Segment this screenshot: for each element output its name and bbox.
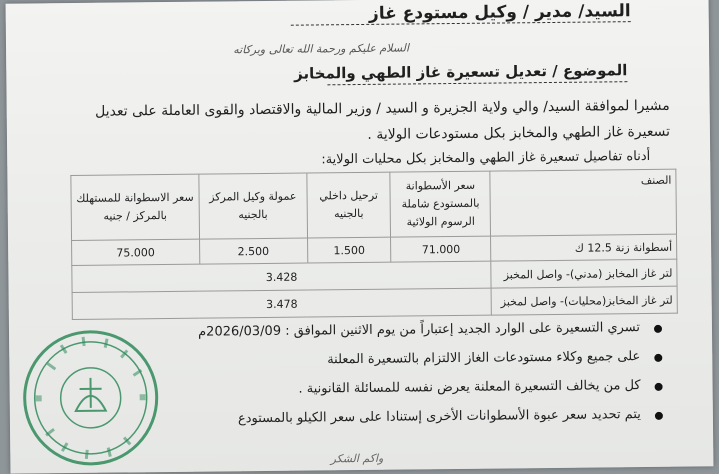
closing-line: واكم الشكر: [330, 451, 384, 466]
bullet-dot-icon: [654, 354, 662, 362]
cell-commission: 2.500: [199, 238, 307, 264]
table-intro: أدناه تفاصيل تسعيرة غاز الطهي والمخابز بكل محليات الولاية:: [321, 148, 651, 168]
bullet-dot-icon: [655, 412, 663, 420]
addressee-line: السيد/ مدير / وكيل مستودع غاز: [368, 1, 631, 24]
bullet-dot-icon: [654, 325, 662, 333]
header-item: الصنف: [490, 169, 676, 236]
letter-page: [6, 0, 714, 474]
note-text: كل من يخالف التسعيرة المعلنة يعرض نفسه للمسائلة القانونية .: [298, 378, 641, 397]
subject-title: الموضوع / تعديل تسعيرة غاز الطهي والمخابز: [294, 61, 628, 83]
cell-item: أسطوانة زنة 12.5 ك: [491, 234, 677, 261]
cell-depot-price: 71.000: [391, 236, 491, 262]
header-depot-price: سعر الأسطوانة بالمستودع شاملة الرسوم الولائية: [390, 171, 491, 237]
bullet-dot-icon: [655, 383, 663, 391]
note-text: على جميع وكلاء مستودعات الغاز الالتزام بالتسعيرة المعلنة: [327, 349, 641, 368]
greeting: السلام عليكم ورحمة الله تعالى وبركاته: [233, 41, 410, 57]
header-consumer-price: سعر الاسطوانة للمستهلك بالمركز / جنيه: [71, 174, 199, 240]
cell-bakery-madani-value: 3.428: [72, 261, 492, 292]
body-paragraph: مشيرا لموافقة السيد/ والي ولاية الجزيرة و السيد / وزير المالية والاقتصاد والقوى العاملة على تعديل تسعيرة غاز الطهي والمخابز بكل مستودعات الولاية .: [95, 97, 671, 143]
cell-bakery-localities-label: لتر غاز المخابز(محليات)- واصل لمخبز: [491, 286, 677, 315]
cell-transport: 1.500: [307, 237, 391, 263]
cell-consumer-price: 75.000: [72, 239, 200, 265]
note-text: يتم تحديد سعر عبوة الأسطوانات الأخرى إستنادا على سعر الكيلو بالمستودع: [237, 407, 641, 427]
note-text: تسري التسعيرة على الوارد الجديد إعتباراً من يوم الاثنين الموافق : 2026/03/09م: [197, 320, 641, 340]
cell-bakery-madani-label: لتر غاز المخابز (مدني)- واصل المخبز: [491, 259, 677, 288]
table-row-bakery-localities: [72, 286, 677, 319]
notes-list: [102, 315, 663, 437]
cell-bakery-localities-value: 3.478: [72, 288, 492, 319]
list-item: [103, 402, 663, 437]
pricing-table: [70, 169, 677, 320]
header-commission: عمولة وكيل المركز بالجنيه: [199, 173, 307, 239]
official-stamp-icon: [15, 322, 167, 474]
header-transport: ترحيل داخلي بالجنيه: [306, 172, 391, 238]
table-header-row: [71, 169, 677, 240]
